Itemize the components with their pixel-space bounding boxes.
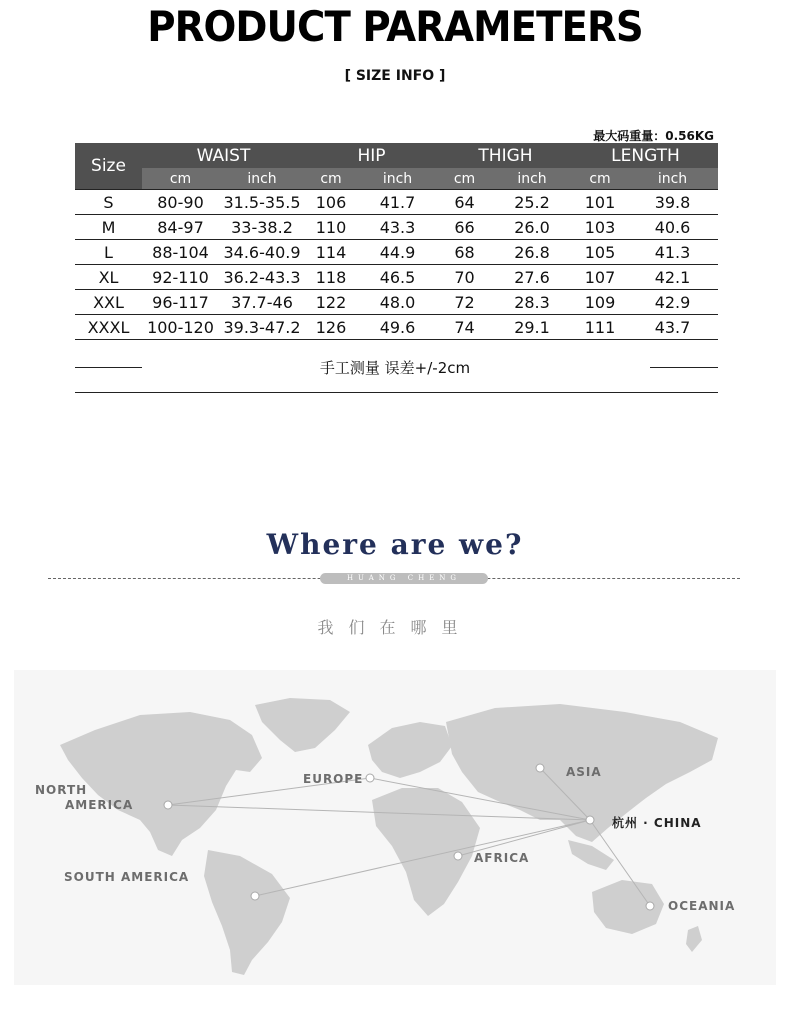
table-cell: 42.9 [627, 290, 718, 315]
table-cell: 111 [573, 315, 627, 340]
brand-pill: HUANG CHENG [320, 573, 488, 584]
divider-bottom [75, 392, 718, 393]
table-cell: 33-38.2 [219, 215, 305, 240]
table-cell: 68 [438, 240, 491, 265]
hip-header: HIP [305, 143, 438, 168]
max-weight-note: 最大码重量：0.56KG [593, 129, 714, 143]
table-cell: 40.6 [627, 215, 718, 240]
table-cell: 122 [305, 290, 357, 315]
table-cell: 107 [573, 265, 627, 290]
thigh-header: THIGH [438, 143, 573, 168]
unit-header: inch [491, 168, 573, 190]
divider-right [650, 367, 718, 368]
map-label-america: AMERICA [65, 798, 134, 812]
unit-header: cm [142, 168, 219, 190]
table-cell: 37.7-46 [219, 290, 305, 315]
unit-header: inch [219, 168, 305, 190]
size-label-cell: M [75, 215, 142, 240]
table-cell: 43.7 [627, 315, 718, 340]
table-cell: 84-97 [142, 215, 219, 240]
map-label-north: NORTH [35, 783, 88, 797]
table-cell: 118 [305, 265, 357, 290]
table-cell: 109 [573, 290, 627, 315]
table-cell: 66 [438, 215, 491, 240]
where-are-we-cn: 我们在哪里 [317, 618, 473, 637]
table-row [75, 190, 718, 215]
map-label-south-america: SOUTH AMERICA [64, 870, 190, 884]
table-cell: 88-104 [142, 240, 219, 265]
table-cell: 39.3-47.2 [219, 315, 305, 340]
waist-header: WAIST [142, 143, 305, 168]
table-cell: 42.1 [627, 265, 718, 290]
table-cell: 100-120 [142, 315, 219, 340]
table-cell: 25.2 [491, 190, 573, 215]
table-cell: 92-110 [142, 265, 219, 290]
map-label-asia: ASIA [566, 765, 602, 779]
table-cell: 28.3 [491, 290, 573, 315]
table-cell: 72 [438, 290, 491, 315]
table-cell: 101 [573, 190, 627, 215]
table-cell: 126 [305, 315, 357, 340]
table-row [75, 290, 718, 315]
table-cell: 41.3 [627, 240, 718, 265]
table-row [75, 315, 718, 340]
map-label-oceania: OCEANIA [668, 899, 736, 913]
table-cell: 46.5 [357, 265, 438, 290]
table-cell: 70 [438, 265, 491, 290]
table-cell: 41.7 [357, 190, 438, 215]
unit-header: cm [305, 168, 357, 190]
map-label-china: 杭州 · CHINA [612, 816, 702, 830]
size-column-header: Size [75, 143, 142, 190]
table-cell: 48.0 [357, 290, 438, 315]
unit-header: inch [357, 168, 438, 190]
page-title: PRODUCT PARAMETERS [147, 2, 643, 51]
table-cell: 26.8 [491, 240, 573, 265]
table-cell: 31.5-35.5 [219, 190, 305, 215]
table-cell: 43.3 [357, 215, 438, 240]
table-row [75, 265, 718, 290]
table-cell: 106 [305, 190, 357, 215]
unit-header: cm [438, 168, 491, 190]
table-cell: 103 [573, 215, 627, 240]
table-cell: 36.2-43.3 [219, 265, 305, 290]
table-cell: 39.8 [627, 190, 718, 215]
size-label-cell: XXXL [75, 315, 142, 340]
table-row [75, 215, 718, 240]
size-label-cell: S [75, 190, 142, 215]
table-cell: 80-90 [142, 190, 219, 215]
table-cell: 34.6-40.9 [219, 240, 305, 265]
table-cell: 96-117 [142, 290, 219, 315]
unit-header: cm [573, 168, 627, 190]
size-info-subtitle: [ SIZE INFO ] [344, 68, 446, 84]
map-label-europe: EUROPE [303, 772, 364, 786]
table-cell: 74 [438, 315, 491, 340]
table-row [75, 240, 718, 265]
unit-header: inch [627, 168, 718, 190]
table-cell: 49.6 [357, 315, 438, 340]
map-label-africa: AFRICA [474, 851, 530, 865]
table-cell: 29.1 [491, 315, 573, 340]
table-cell: 44.9 [357, 240, 438, 265]
table-cell: 26.0 [491, 215, 573, 240]
table-cell: 27.6 [491, 265, 573, 290]
size-table [75, 143, 718, 340]
size-label-cell: XL [75, 265, 142, 290]
size-label-cell: XXL [75, 290, 142, 315]
table-cell: 110 [305, 215, 357, 240]
table-cell: 114 [305, 240, 357, 265]
table-cell: 64 [438, 190, 491, 215]
table-cell: 105 [573, 240, 627, 265]
length-header: LENGTH [573, 143, 718, 168]
where-are-we-title: Where are we? [266, 528, 524, 561]
size-label-cell: L [75, 240, 142, 265]
measurement-note: 手工测量 误差+/-2cm [319, 359, 471, 377]
